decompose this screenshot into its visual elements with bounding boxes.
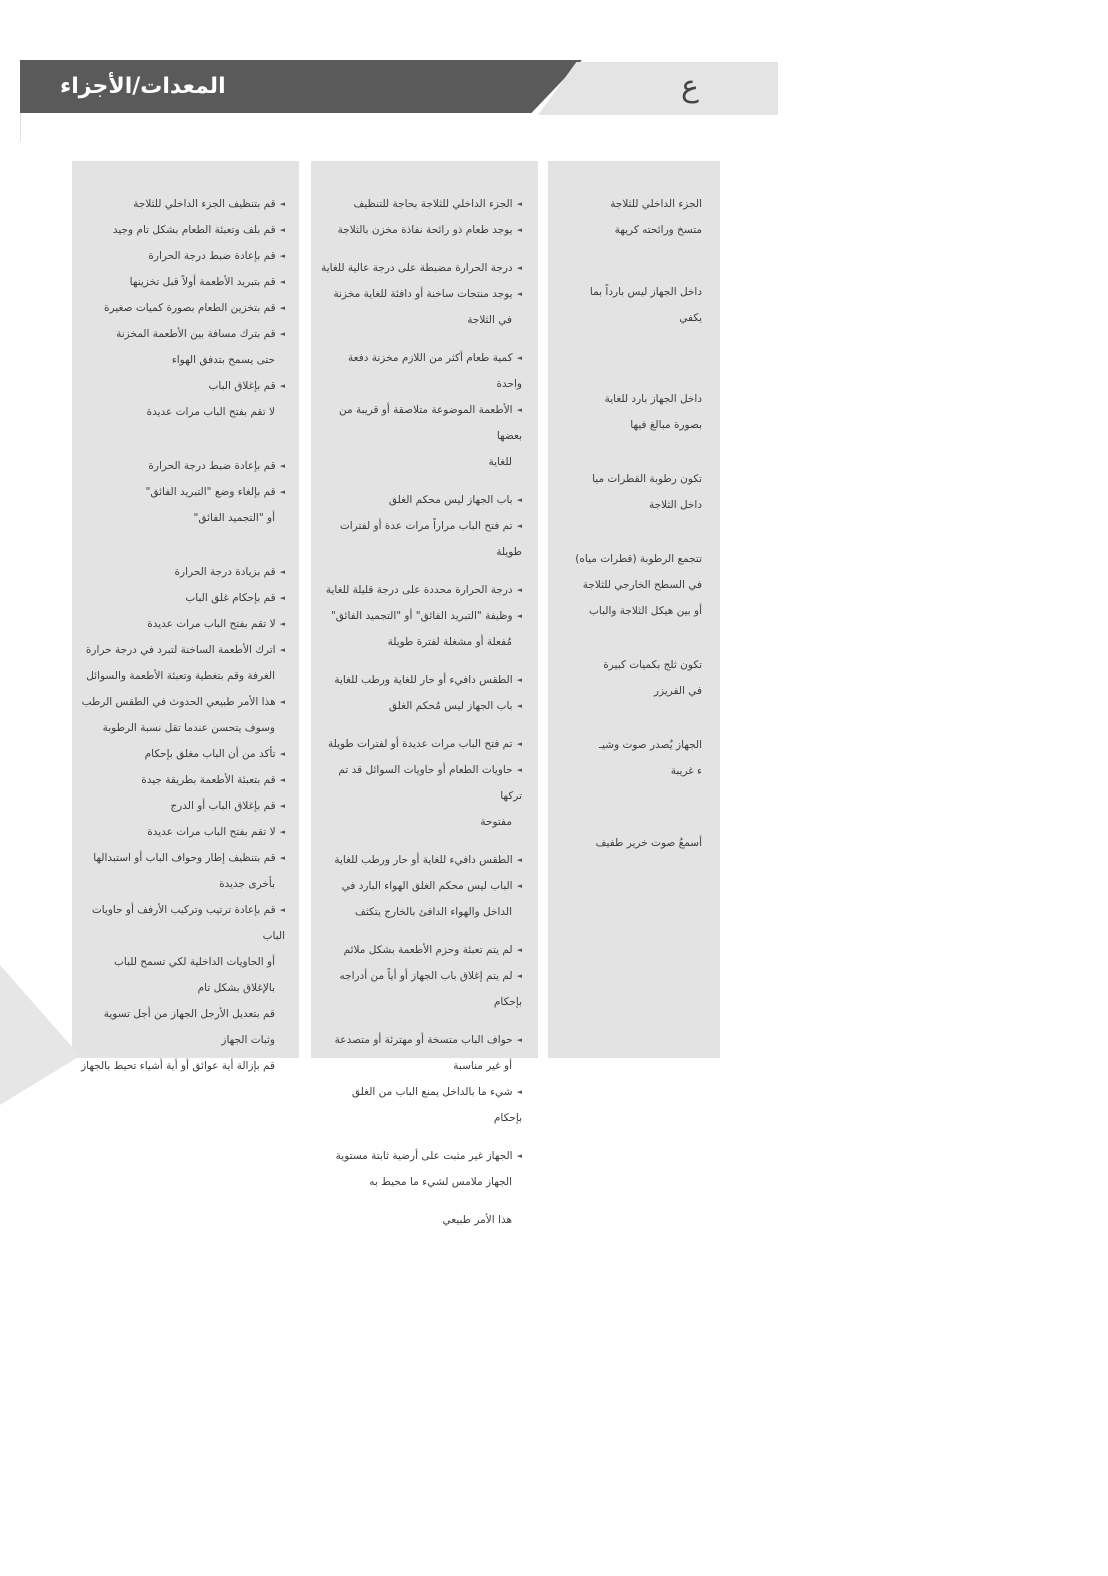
solution-line: قم بتعديل الأرجل الجهاز من أجل تسوية <box>103 1008 275 1020</box>
problem-group <box>558 546 702 624</box>
problem-line: الجزء الداخلي للثلاجة <box>610 198 702 210</box>
solution-column <box>72 161 299 1072</box>
cause-group <box>321 191 522 243</box>
cause-line: ◄ حواف الباب متسخة أو مهترئة أو متصدعة <box>321 1027 522 1053</box>
solution-line: ◄ هذا الأمر طبيعي الحدوث في الطقس الرطب <box>78 689 285 715</box>
solution-line: ◄ لا تقم بفتح الباب مرات عديدة <box>78 819 285 845</box>
corner-decoration <box>0 965 80 1105</box>
cause-line: ◄ الأطعمة الموضوعة متلاصقة أو قريبة من بعضها <box>321 397 522 449</box>
cause-group <box>321 937 522 1015</box>
solution-line: ◄ قم بلف وتعبئة الطعام بشكل تام وجيد <box>78 217 285 243</box>
cause-group <box>321 577 522 655</box>
problem-line: بصورة مبالغ فيها <box>630 419 702 431</box>
solution-line: وثبات الجهاز <box>221 1034 275 1046</box>
solution-group <box>78 559 285 1079</box>
solution-line: أو الحاويات الداخلية لكي تسمح للباب <box>114 956 275 968</box>
cause-line: في الثلاجة <box>467 314 512 326</box>
problem-line: تتجمع الرطوبة (قطرات مياه) <box>575 553 702 565</box>
problem-line: أسمعُ صوت خرير طفيف <box>595 837 702 849</box>
cause-line: هذا الأمر طبيعي <box>442 1214 512 1226</box>
cause-group <box>321 345 522 475</box>
cause-line: ◄ الجزء الداخلي للثلاجة بحاجة للتنظيف <box>321 191 522 217</box>
problem-line: داخل الثلاجة <box>648 499 702 511</box>
cause-line: ◄ يوجد طعام ذو رائحة نفاذة مخزن بالثلاجة <box>321 217 522 243</box>
cause-group <box>321 1027 522 1131</box>
cause-group <box>321 1207 522 1233</box>
solution-line: ◄ قم بترك مسافة بين الأطعمة المخزنة <box>78 321 285 347</box>
problem-line: في السطح الخارجي للثلاجة <box>582 579 702 591</box>
solution-line: ◄ قم بتعبئة الأطعمة بطريقة جيدة <box>78 767 285 793</box>
solution-line: ◄ قم بإعادة ترتيب وتركيب الأرفف أو حاويات الباب <box>78 897 285 949</box>
cause-line: ◄ الطقس دافيء للغاية أو حار ورطب للغاية <box>321 847 522 873</box>
cause-line: ◄ باب الجهاز ليس مُحكم الغلق <box>321 693 522 719</box>
header-underline <box>20 113 779 141</box>
solution-line: لا تقم بفتح الباب مرات عديدة <box>146 406 275 418</box>
cause-line: ◄ حاويات الطعام أو حاويات السوائل قد تم تركها <box>321 757 522 809</box>
solution-line: ◄ قم بإعادة ضبط درجة الحرارة <box>78 453 285 479</box>
cause-group <box>321 847 522 925</box>
problem-group <box>558 652 702 704</box>
solution-line: ◄ قم بإعادة ضبط درجة الحرارة <box>78 243 285 269</box>
cause-line: ◄ يوجد منتجات ساخنة أو دافئة للغاية مخزنة <box>321 281 522 307</box>
problem-line: تكون ثلج بكميات كبيرة <box>603 659 702 671</box>
solution-line: قم بإزالة أية عوائق أو أية أشياء تحيط بالجهاز <box>81 1060 275 1072</box>
cause-line: ◄ تم فتح الباب مراراً مرات عدة أو لفترات طويلة <box>321 513 522 565</box>
cause-line: أو غير مناسبة <box>453 1060 512 1072</box>
solution-group <box>78 191 285 243</box>
problem-group <box>558 732 702 784</box>
cause-group <box>321 731 522 835</box>
cause-line: ◄ الطقس دافيء أو حار للغاية ورطب للغاية <box>321 667 522 693</box>
cause-line: ◄ وظيفة "التبريد الفائق" أو "التجميد الفائق" <box>321 603 522 629</box>
page-header <box>0 0 1108 160</box>
cause-line: ◄ الباب ليس محكم الغلق الهواء البارد في <box>321 873 522 899</box>
solution-line: ◄ قم بتبريد الأطعمة أولاً قبل تخزينها <box>78 269 285 295</box>
header-light-band <box>538 62 778 115</box>
solution-line: الغرفة وقم بتغطية وتعبئة الأطعمة والسوائل <box>86 670 275 682</box>
cause-line: ◄ شيء ما بالداخل يمنع الباب من الغلق بإحكام <box>321 1079 522 1131</box>
solution-line: ◄ اترك الأطعمة الساخنة لتبرد في درجة حرارة <box>78 637 285 663</box>
problem-group <box>558 830 702 856</box>
solution-group <box>78 453 285 531</box>
problem-column <box>548 161 720 1058</box>
cause-line: ◄ لم يتم إغلاق باب الجهاز أو أياً من أدراجه بإحكام <box>321 963 522 1015</box>
cause-line: مفتوحة <box>480 816 512 828</box>
problem-group <box>558 279 702 331</box>
cause-group <box>321 487 522 565</box>
solution-line: ◄ قم بتنظيف الجزء الداخلي للثلاجة <box>78 191 285 217</box>
solution-line: وسوف يتحسن عندما تقل نسبة الرطوبة <box>102 722 275 734</box>
solution-line: ◄ قم بتنظيف إطار وحواف الباب أو استبدالها <box>78 845 285 871</box>
solution-line: بأخرى جديدة <box>219 878 275 890</box>
cause-group <box>321 1143 522 1195</box>
solution-line: ◄ قم بإغلاق الباب أو الدرج <box>78 793 285 819</box>
solution-line: ◄ قم بتخزين الطعام بصورة كميات صغيرة <box>78 295 285 321</box>
cause-line: ◄ درجة الحرارة مضبطة على درجة عالية للغاية <box>321 255 522 281</box>
problem-group <box>558 191 702 243</box>
problem-group <box>558 466 702 518</box>
cause-column <box>311 161 538 1226</box>
solution-line: حتى يسمح بتدفق الهواء <box>171 354 275 366</box>
cause-group <box>321 667 522 719</box>
section-title: المعدات/الأجزاء <box>60 74 226 99</box>
problem-group <box>558 386 702 438</box>
solution-line: ◄ لا تقم بفتح الباب مرات عديدة <box>78 611 285 637</box>
solution-line: ◄ تأكد من أن الباب مغلق بإحكام <box>78 741 285 767</box>
problem-line: في الفريزر <box>653 685 702 697</box>
cause-line: ◄ درجة الحرارة محددة على درجة قليلة للغاية <box>321 577 522 603</box>
solution-line: ◄ قم بإحكام غلق الباب <box>78 585 285 611</box>
problem-line: أو بين هيكل الثلاجة والباب <box>589 605 702 617</box>
cause-line: ◄ تم فتح الباب مرات عديدة أو لفترات طويلة <box>321 731 522 757</box>
cause-line: الداخل والهواء الدافئ بالخارج يتكثف <box>354 906 512 918</box>
cause-line: ◄ باب الجهاز ليس محكم الغلق <box>321 487 522 513</box>
problem-line: متسخ ورائحته كريهة <box>614 224 702 236</box>
section-letter: ع <box>681 69 699 104</box>
cause-line: ◄ لم يتم تعبئة وحزم الأطعمة بشكل ملائم <box>321 937 522 963</box>
cause-line: مُفعلة أو مشغلة لفترة طويلة <box>387 636 512 648</box>
cause-line: ◄ الجهاز غير مثبت على أرضية ثابتة مستوية <box>321 1143 522 1169</box>
cause-line: ◄ كمية طعام أكثر من اللازم مخزنة دفعة واحدة <box>321 345 522 397</box>
problem-line: الجهاز يُصدر صوت وشيـ <box>599 739 702 751</box>
problem-line: داخل الجهاز ليس بارداً بما <box>589 286 702 298</box>
problem-line: داخل الجهاز بارد للغاية <box>604 393 702 405</box>
problem-line: يكفي <box>679 312 702 324</box>
cause-line: الجهاز ملامس لشيء ما محيط به <box>369 1176 512 1188</box>
solution-line: بالإغلاق بشكل تام <box>197 982 275 994</box>
cause-group <box>321 255 522 333</box>
solution-line: ◄ قم بإغلاق الباب <box>78 373 285 399</box>
solution-line: أو "التجميد الفائق" <box>193 512 275 524</box>
problem-line: تكون رطوبة القطرات ميا <box>592 473 702 485</box>
solution-group <box>78 243 285 425</box>
solution-line: ◄ قم بإلغاء وضع "التبريد الفائق" <box>78 479 285 505</box>
problem-line: ء غريبة <box>670 765 702 777</box>
cause-line: للغاية <box>488 456 512 468</box>
solution-line: ◄ قم بزيادة درجة الحرارة <box>78 559 285 585</box>
